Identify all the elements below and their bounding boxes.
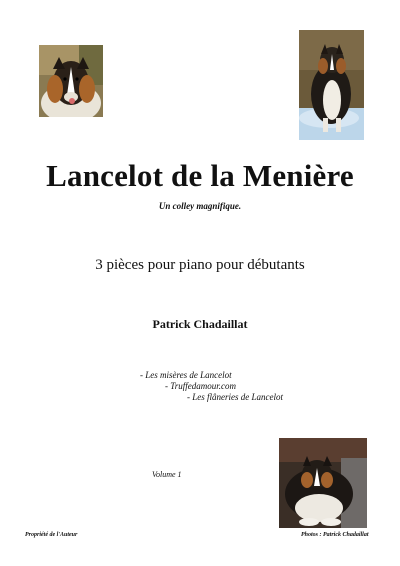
piece-list-item: - Les flâneries de Lancelot bbox=[187, 392, 283, 402]
subtitle: Un colley magnifique. bbox=[158, 201, 242, 211]
page-title: Lancelot de la Menière bbox=[46, 158, 354, 193]
footer-photo-credit: Photos : Patrick Chadaillat bbox=[301, 532, 369, 538]
volume-label: Volume 1 bbox=[152, 470, 182, 479]
piece-list-item: - Truffedamour.com bbox=[165, 381, 237, 391]
footer-copyright: Propriété de l'Auteur bbox=[25, 532, 78, 538]
pieces-description: 3 pièces pour piano pour débutants bbox=[95, 257, 305, 273]
piece-list-item: - Les misères de Lancelot bbox=[140, 370, 232, 380]
author-name: Patrick Chadaillat bbox=[152, 317, 248, 331]
collie-photo-top-right bbox=[299, 30, 364, 140]
collie-photo-top-left bbox=[39, 45, 103, 117]
collie-photo-bottom-right bbox=[279, 438, 367, 528]
